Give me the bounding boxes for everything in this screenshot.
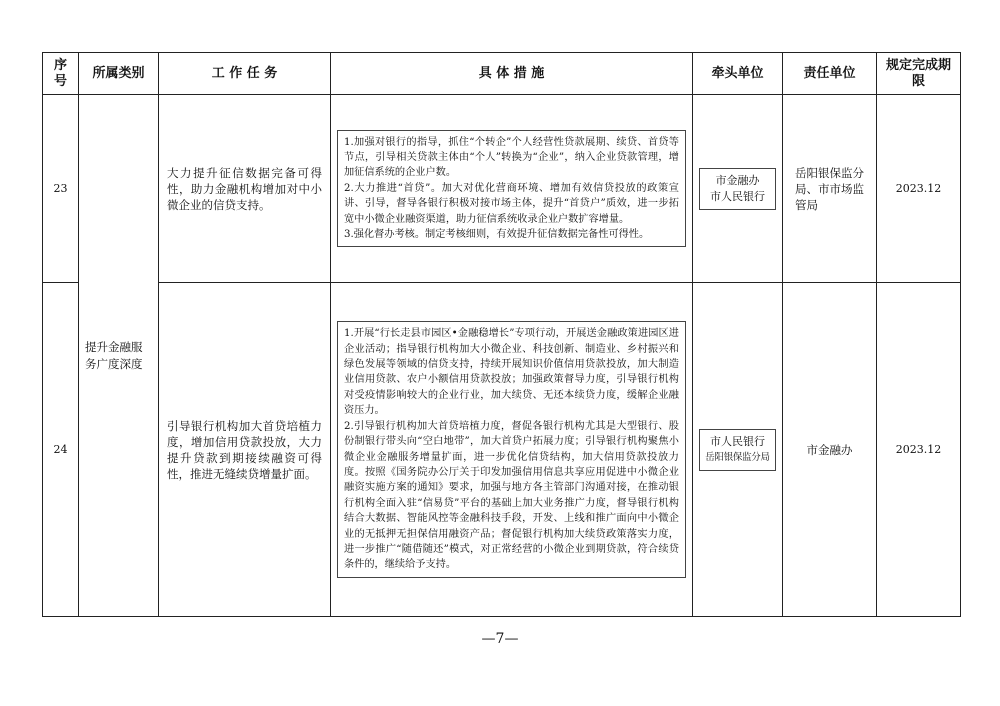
measures-cell (331, 95, 693, 283)
row-seq: 24 (43, 283, 79, 617)
measure-item: 2.引导银行机构加大首贷培植力度，督促各银行机构尤其是大型银行、股份制银行带头向“空白地带”，加大首贷户拓展力度；引导银行机构聚焦小微企业金融服务增量扩面，进一步优化信贷结构，加大信用贷款投放力度。按照《国务院办公厅关于印发加强信用信息共享应用促进中小微企业融资实施方案的通知》要求，加强与地方各主管部门沟通对接，在推动银行机构全面入驻“信易贷”平台的基础上加大业务推广力度，督导银行机构结合大数据、智能风控等金融科技手段，开发、上线和推广面向中小微企业的无抵押无担保信用融资产品；督促银行机构加大续贷政策落实力度，进一步推广“随借随还”模式，对正常经营的小微企业到期贷款，符合续贷条件的，继续给予支持。 (344, 420, 679, 571)
category-cell: 提升金融服务广度深度 (79, 95, 159, 617)
measures-cell (331, 283, 693, 617)
responsible-cell: 市金融办 (783, 283, 877, 617)
deadline-cell: 2023.12 (877, 95, 961, 283)
lead-unit: 市人民银行 (710, 434, 765, 448)
deadline-cell: 2023.12 (877, 283, 961, 617)
page-number: —7— (481, 631, 519, 647)
header-seq: 序号 (43, 53, 79, 95)
table-row (43, 283, 961, 617)
table-row (43, 95, 961, 283)
lead-box (699, 168, 776, 210)
measure-item: 3.强化督办考核。制定考核细则，有效提升征信数据完备性可得性。 (344, 229, 650, 241)
responsible-cell: 岳阳银保监分局、市市场监管局 (783, 95, 877, 283)
row-seq: 23 (43, 95, 79, 283)
task-cell: 大力提升征信数据完备可得性，助力金融机构增加对中小微企业的信贷支持。 (159, 95, 331, 283)
measure-item: 1.加强对银行的指导，抓住“个转企”个人经营性贷款展期、续贷、首贷等节点，引导相关贷款主体由“个人”转换为“企业”，纳入企业贷款管理，增加征信系统的企业户数。 (344, 136, 679, 179)
table-header-row (43, 53, 961, 95)
lead-cell (693, 283, 783, 617)
header-lead: 牵头单位 (693, 53, 783, 95)
task-cell: 引导银行机构加大首贷培植力度，增加信用贷款投放，大力提升贷款到期接续融资可得性，推进无缝续贷增量扩面。 (159, 283, 331, 617)
lead-cell (693, 95, 783, 283)
lead-unit: 岳阳银保监分局 (705, 451, 770, 463)
header-responsible: 责任单位 (783, 53, 877, 95)
lead-box (699, 429, 776, 471)
measures-box (337, 130, 686, 248)
header-task: 工 作 任 务 (159, 53, 331, 95)
measures-box (337, 321, 686, 578)
lead-unit: 市金融办 (715, 173, 760, 187)
measure-item: 2.大力推进“首贷”。加大对优化营商环境、增加有效信贷投放的政策宣讲、引导，督导各银行积极对接市场主体，提升“首贷户”质效，进一步拓宽中小微企业融资渠道，助力征信系统收录企业户数扩容增量。 (344, 182, 679, 225)
lead-unit: 市人民银行 (710, 189, 765, 203)
header-measures: 具 体 措 施 (331, 53, 693, 95)
header-category: 所属类别 (79, 53, 159, 95)
measure-item: 1.开展“行长走县市园区•金融稳增长”专项行动，开展送金融政策进园区进企业活动；指导银行机构加大小微企业、科技创新、制造业、乡村振兴和绿色发展等领域的信贷支持，持续开展知识价值信用贷款投放，加大制造业信用贷款、农户小额信用贷款投放；加强政策督导力度，引导银行机构对受疫情影响较大的企业行业，加大续贷、无还本续贷力度，缓解企业融资压力。 (344, 328, 679, 417)
header-deadline: 规定完成期限 (877, 53, 961, 95)
task-table (42, 52, 961, 617)
